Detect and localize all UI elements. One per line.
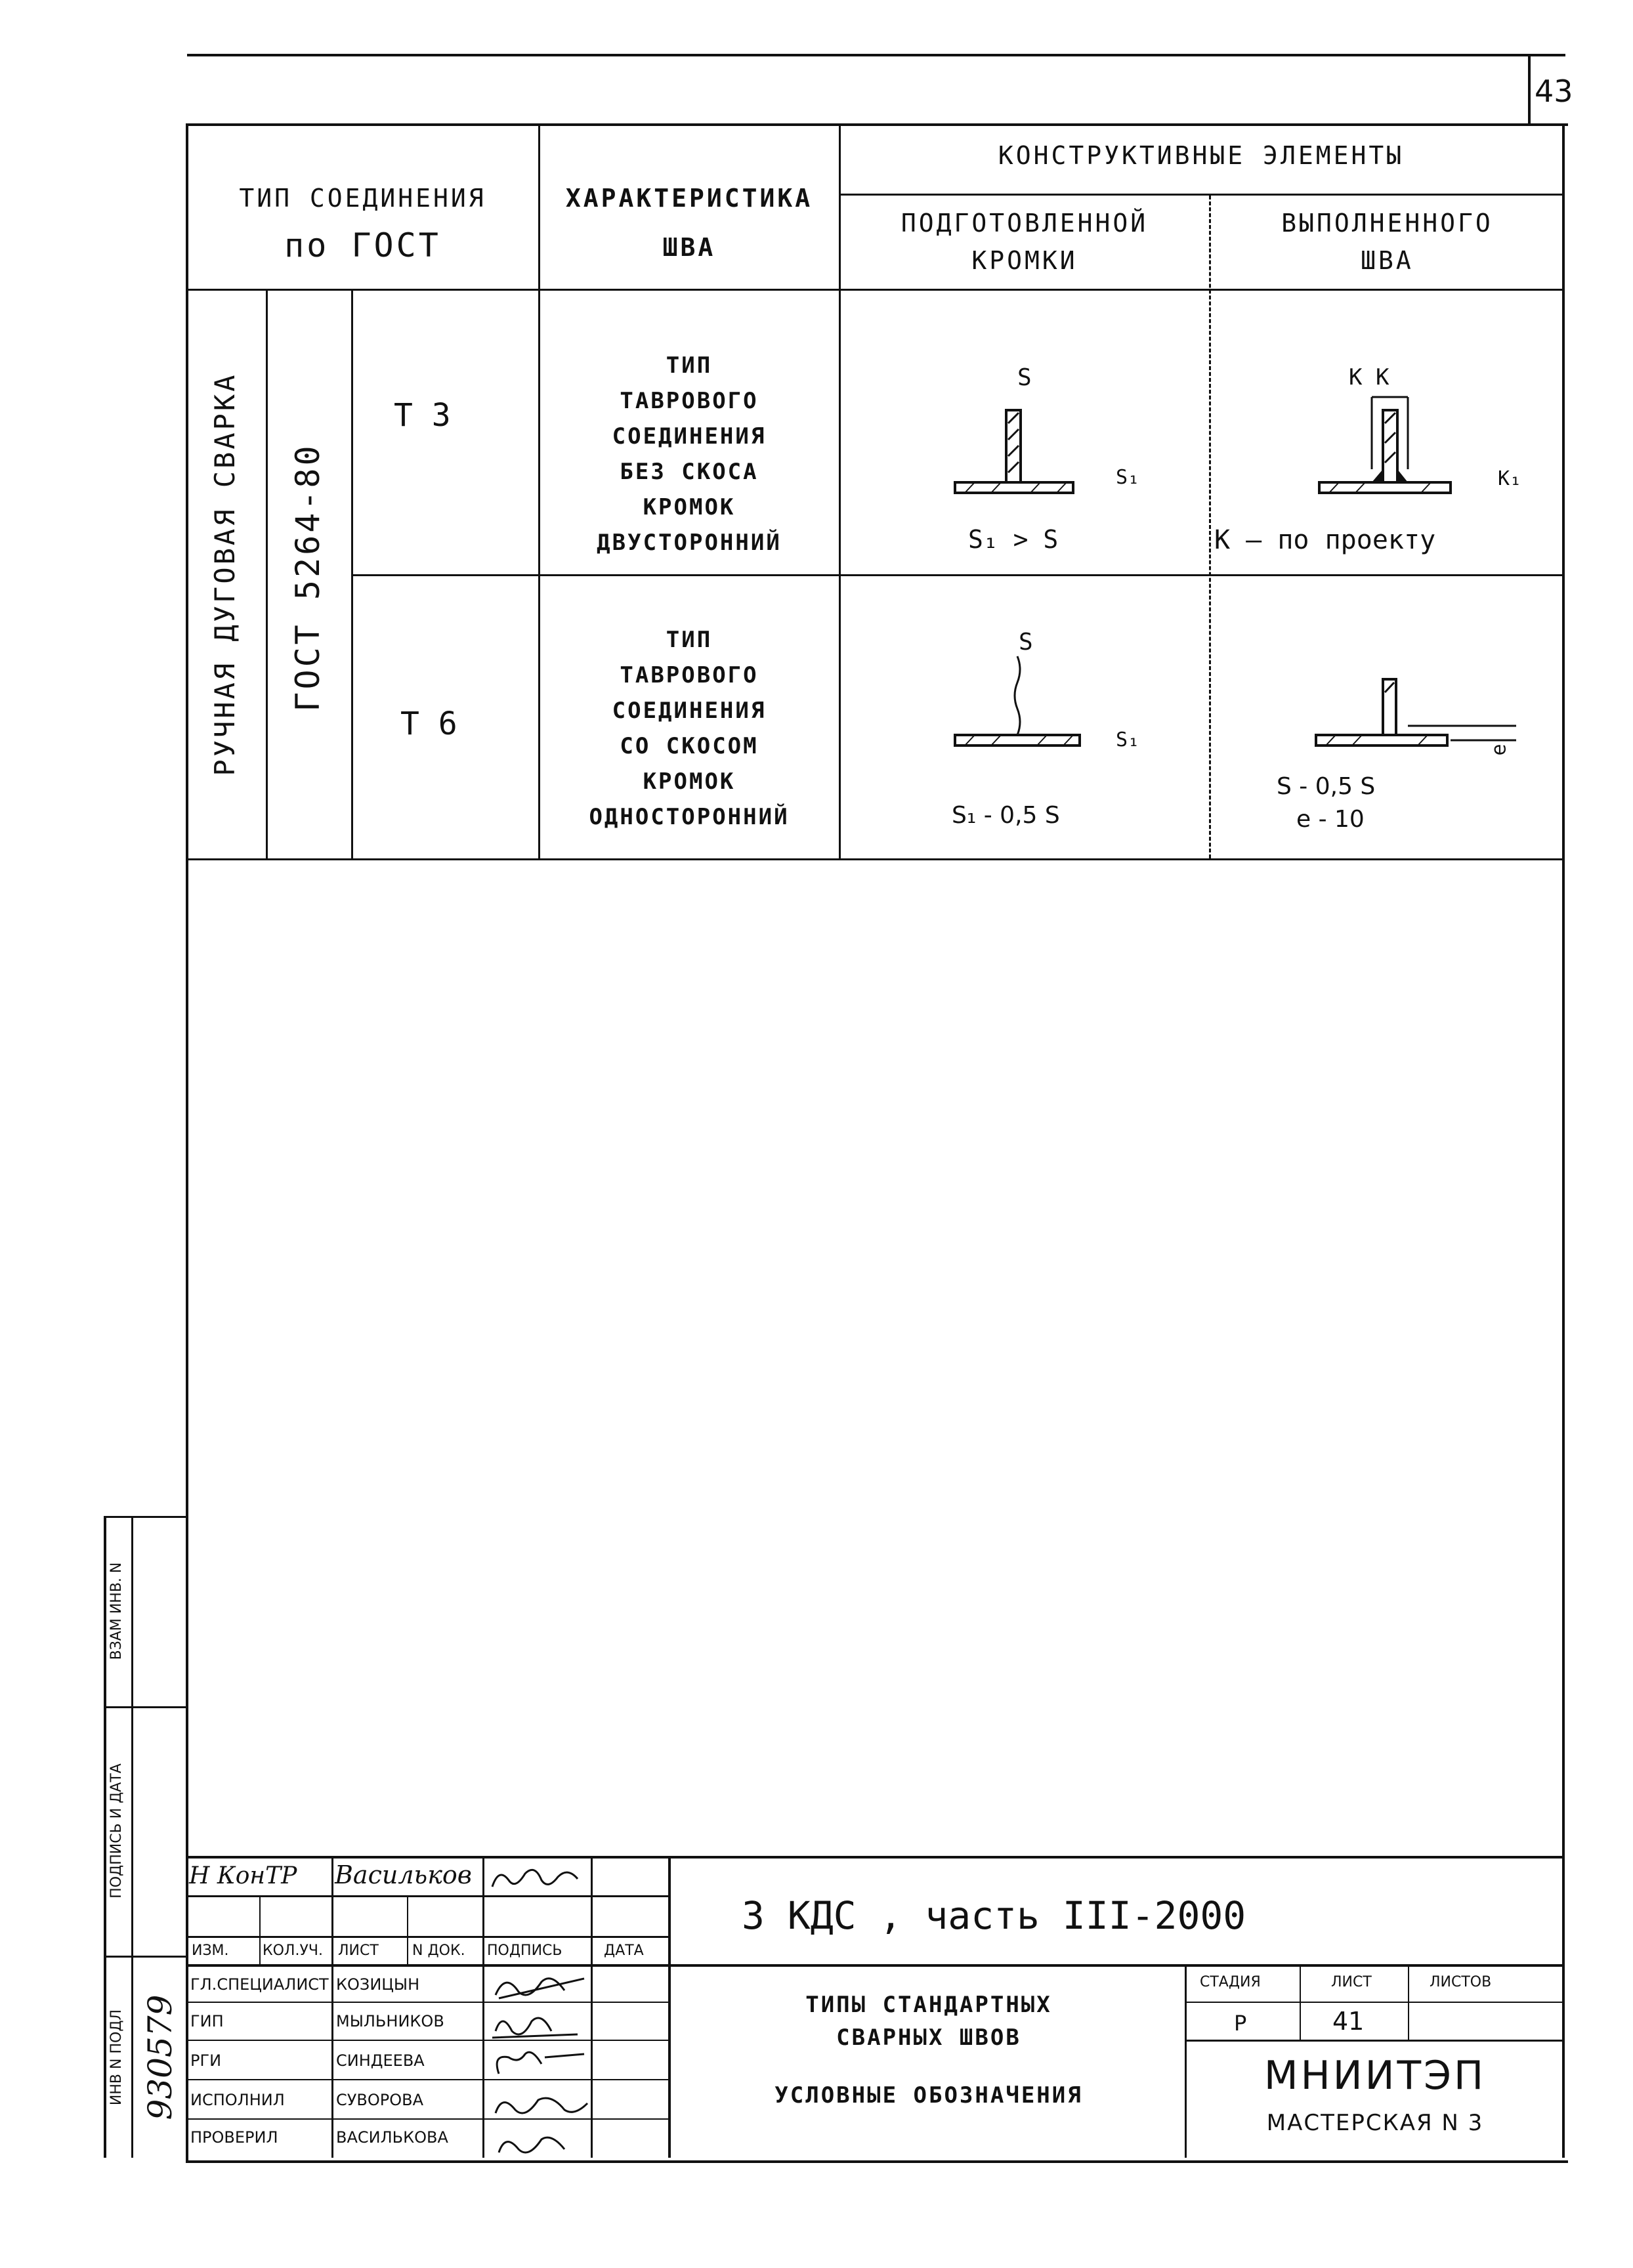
inventory-number: 930579 (141, 1994, 179, 2120)
char-line: ОДНОСТОРОННИЙ (589, 804, 790, 830)
char-line: ТАВРОВОГО (620, 388, 759, 414)
title-line: УСЛОВНЫЕ ОБОЗНАЧЕНИЯ (774, 2082, 1083, 2109)
grid (351, 574, 1563, 576)
grid (187, 1964, 1563, 1967)
stage-label: СТАДИЯ (1200, 1974, 1261, 1990)
staff-name: СУВОРОВА (336, 2091, 423, 2109)
header-connection-type: ТИП СОЕДИНЕНИЯ (239, 184, 486, 213)
char-line: КРОМОК (643, 768, 736, 795)
staff-name: СИНДЕЕВА (336, 2051, 425, 2070)
grid (331, 1856, 333, 2158)
char-line: СО СКОСОМ (620, 733, 759, 759)
staff-name: КОЗИЦЫН (336, 1975, 420, 1994)
char-line: ТИП (666, 627, 713, 653)
drawing-title (673, 1988, 1185, 2112)
header-structural-elements: КОНСТРУКТИВНЫЕ ЭЛЕМЕНТЫ (998, 141, 1405, 170)
grid (131, 1516, 133, 2158)
staff-role: ГЛ.СПЕЦИАЛИСТ (190, 1975, 329, 1994)
grid (104, 1956, 187, 1958)
stamp-replacement-inv: ВЗАМ ИНВ. N (108, 1562, 125, 1660)
stamp-original-inv: ИНВ N ПОДЛ (108, 2009, 125, 2106)
col-header-change: ИЗМ. (192, 1942, 229, 1959)
grid (266, 289, 268, 860)
char-line: ТИП (666, 352, 713, 379)
frame-right (1562, 125, 1565, 2158)
sheets-label: ЛИСТОВ (1430, 1974, 1492, 1990)
project-code: 3 КДС , часть III-2000 (742, 1893, 1246, 1938)
row2-prep-s1: S₁ (1116, 728, 1140, 751)
grid (187, 1856, 1563, 1858)
stamp-signature-date: ПОДПИСЬ И ДАТА (108, 1763, 125, 1899)
staff-role: ИСПОЛНИЛ (190, 2091, 285, 2109)
grid (1185, 2002, 1563, 2003)
char-line: СОЕДИНЕНИЯ (612, 423, 767, 450)
staff-name: ВАСИЛЬКОВА (336, 2128, 448, 2147)
sheet-value: 41 (1332, 2007, 1365, 2036)
grid (1300, 1964, 1301, 2040)
row2-prep-note: S₁ - 0,5 S (952, 802, 1060, 829)
norm-control-role: Н КонТР (189, 1862, 297, 1889)
title-line: СВАРНЫХ ШВОВ (836, 2025, 1021, 2051)
row2-code: Т 6 (400, 705, 457, 742)
header-weld: ШВА (662, 233, 716, 262)
char-line: БЕЗ СКОСА (620, 459, 759, 485)
grid (668, 1856, 671, 2158)
row1-prep-s: S (1017, 364, 1032, 391)
col-header-date: ДАТА (604, 1942, 644, 1959)
welding-method-label: РУЧНАЯ ДУГОВАЯ СВАРКА (209, 372, 241, 776)
header-completed-weld: ШВА (1361, 246, 1414, 275)
grid (259, 1895, 261, 1964)
row1-done-k1: K₁ (1498, 467, 1522, 490)
workshop: МАСТЕРСКАЯ N 3 (1266, 2110, 1484, 2136)
grid (187, 289, 1563, 291)
row1-prep-note: S₁ > S (968, 525, 1059, 554)
grid (104, 1516, 106, 2158)
row1-code: Т 3 (394, 397, 451, 434)
row1-done-note: К – по проекту (1214, 525, 1436, 555)
grid (104, 1516, 187, 1518)
page-number-bracket (1528, 54, 1531, 126)
header-completed: ВЫПОЛНЕННОГО (1281, 209, 1493, 238)
staff-role: ПРОВЕРИЛ (190, 2128, 278, 2147)
top-rule (187, 54, 1565, 56)
staff-role: ГИП (190, 2012, 224, 2030)
col-header-count: КОЛ.УЧ. (263, 1942, 323, 1959)
col-header-sheet: ЛИСТ (338, 1942, 379, 1959)
sheet-label: ЛИСТ (1331, 1974, 1372, 1990)
staff-role: РГИ (190, 2051, 222, 2070)
grid (104, 1706, 187, 1708)
char-line: ТАВРОВОГО (620, 662, 759, 688)
row2-prep-s: S (1019, 629, 1033, 656)
row2-completed-sketch (1211, 578, 1562, 860)
row2-done-e: e (1487, 744, 1511, 756)
row2-done-note2: e - 10 (1296, 806, 1365, 833)
grid (1408, 1964, 1409, 2040)
grid (482, 1856, 484, 2158)
norm-control-name: Васильков (335, 1860, 472, 1889)
header-by-gost: по ГОСТ (284, 226, 441, 264)
grid (407, 1895, 408, 1964)
organization: МНИИТЭП (1263, 2053, 1487, 2099)
grid (1185, 2040, 1563, 2042)
signatures (486, 1965, 604, 2159)
page-number: 43 (1535, 74, 1573, 109)
row1-characteristic (540, 348, 839, 560)
staff-name: МЫЛЬНИКОВ (336, 2012, 444, 2030)
char-line: КРОМОК (643, 494, 736, 520)
char-line: ДВУСТОРОННИЙ (597, 530, 782, 556)
col-header-doc: N ДОК. (412, 1942, 465, 1959)
row1-prep-s1: S₁ (1116, 466, 1140, 489)
header-prepared: ПОДГОТОВЛЕННОЙ (901, 209, 1149, 238)
header-characteristic: ХАРАКТЕРИСТИКА (565, 184, 813, 213)
signature (486, 1860, 591, 1897)
char-line: СОЕДИНЕНИЯ (612, 698, 767, 724)
grid (839, 194, 1563, 196)
header-prepared-edges: КРОМКИ (971, 246, 1078, 275)
title-line: ТИПЫ СТАНДАРТНЫХ (805, 1992, 1052, 2018)
row1-done-k: K K (1349, 364, 1389, 390)
row2-done-note1: S - 0,5 S (1277, 773, 1376, 800)
gost-standard-label: ГОСТ 5264-80 (289, 443, 327, 712)
col-header-signature: ПОДПИСЬ (487, 1942, 562, 1959)
stage-value: Р (1234, 2011, 1247, 2036)
row2-characteristic (540, 622, 839, 835)
